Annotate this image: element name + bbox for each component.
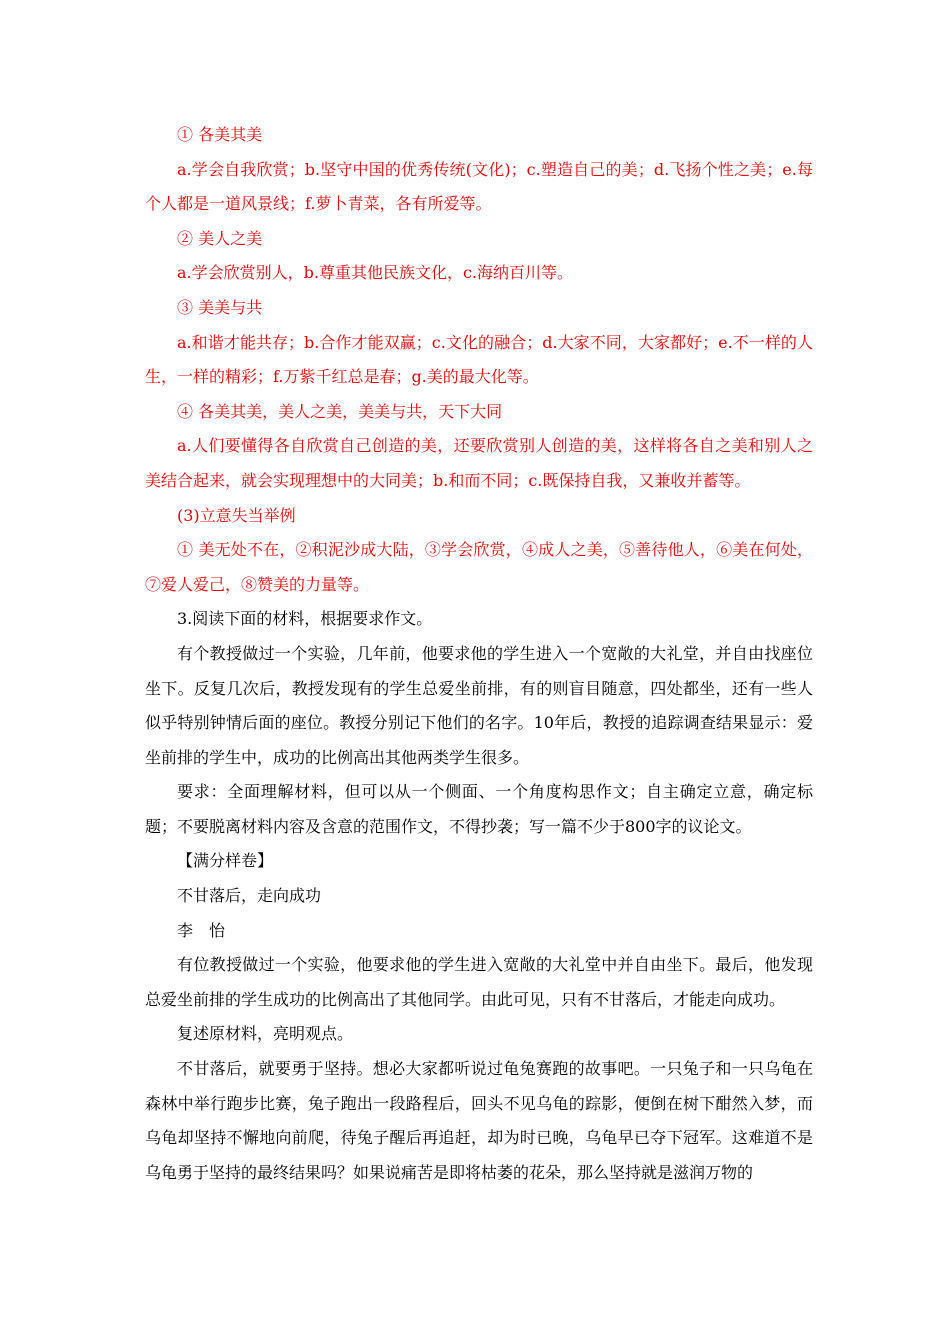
subheading-1: ① 各美其美 (177, 125, 263, 144)
essay-author: 李 怡 (177, 920, 226, 940)
paragraph: a.和谐才能共存；b.合作才能双赢；c.文化的融合；d.大家不同，大家都好；e.不一样的人生，一样的精彩；f.万紫千红总是春；g.美的最大化等。 (145, 332, 813, 387)
paragraph: a.学会欣赏别人，b.尊重其他民族文化，c.海纳百川等。 (177, 263, 574, 283)
requirements-paragraph: 要求：全面理解材料，但可以从一个侧面、一个角度构思作文；自主确定立意，确定标题；不要脱离材料内容及含意的范围作文，不得抄袭；写一篇不少于800字的议论文。 (145, 782, 813, 836)
paragraph: a.人们要懂得各自欣赏自己创造的美，还要欣赏别人创造的美，这样将各自之美和别人之美结合起来，就会实现理想中的大同美；b.和而不同；c.既保持自我，又兼收并蓄等。 (145, 436, 813, 490)
paragraph: a.学会自我欣赏；b.坚守中国的优秀传统(文化)；c.塑造自己的美；d.飞扬个性之美；e.每个人都是一道风景线；f.萝卜青菜，各有所爱等。 (145, 159, 813, 214)
section-heading: (3)立意失当举例 (177, 505, 296, 525)
sample-label: 【满分样卷】 (177, 851, 274, 871)
document-body (145, 118, 813, 1190)
subheading-2: ② 美人之美 (177, 228, 263, 248)
essay-title: 不甘落后，走向成功 (177, 886, 322, 906)
question-heading: 3.阅读下面的材料，根据要求作文。 (177, 609, 433, 629)
essay-paragraph: 有位教授做过一个实验，他要求他的学生进入宽敞的大礼堂中并自由坐下。最后，他发现总爱坐前排的学生成功的比例高出了其他同学。由此可见，只有不甘落后，才能走向成功。 (145, 955, 813, 1009)
subheading-3: ③ 美美与共 (177, 297, 263, 317)
material-paragraph: 有个教授做过一个实验，几年前，他要求他的学生进入一个宽敞的大礼堂，并自由找座位坐下。反复几次后，教授发现有的学生总爱坐前排，有的则盲目随意，四处都坐，还有一些人似乎特别钟情后面的座位。教授分别记下他们的名字。10年后，教授的追踪调查结果显示：爱坐前排的学生中，成功的比例高出其他两类学生很多。 (145, 643, 813, 767)
subheading-4: ④ 各美其美，美人之美，美美与共，天下大同 (177, 401, 503, 421)
essay-comment: 复述原材料，亮明观点。 (177, 1024, 354, 1044)
essay-paragraph: 不甘落后，就要勇于坚持。想必大家都听说过龟兔赛跑的故事吧。一只兔子和一只乌龟在森林中举行跑步比赛，兔子跑出一段路程后，回头不见乌龟的踪影，便倒在树下酣然入梦，而乌龟却坚持不懈地向前爬，待兔子醒后再追赶，却为时已晚，乌龟早已夺下冠军。这难道不是乌龟勇于坚持的最终结果吗？如果说痛苦是即将枯萎的花朵，那么坚持就是滋润万物的 (145, 1059, 813, 1182)
paragraph: ① 美无处不在，②积泥沙成大陆，③学会欣赏，④成人之美，⑤善待他人，⑥美在何处，⑦爱人爱己，⑧赞美的力量等。 (145, 540, 813, 594)
